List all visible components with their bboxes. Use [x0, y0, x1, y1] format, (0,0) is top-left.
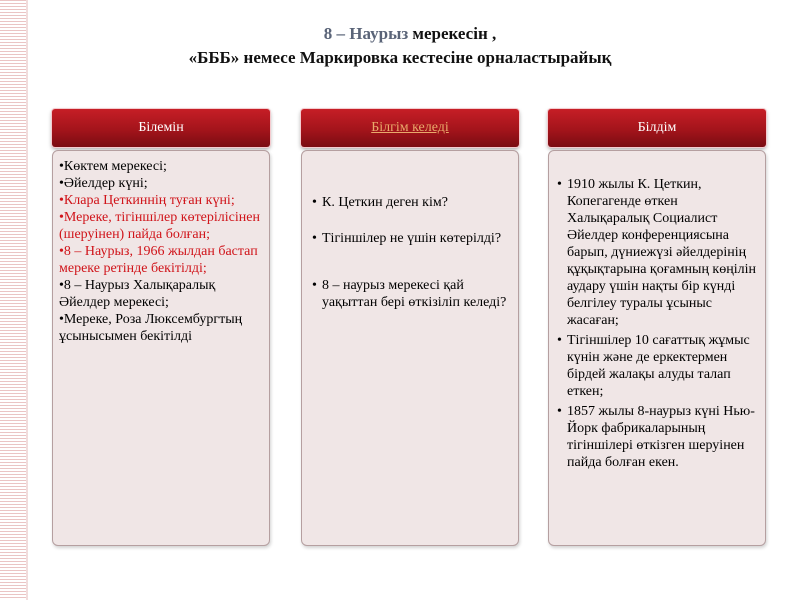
know-item-6: •8 – Наурыз Халықаралық Әйелдер мерекесі;	[59, 278, 216, 310]
know-item-2: •Әйелдер күні;	[59, 176, 148, 191]
learned-item-3: • 1857 жылы 8-наурыз күні Нью-Йорк фабрикаларының тігіншілері өткізген шеруінен пайда болған екен.	[557, 403, 759, 471]
card-learned	[548, 150, 766, 546]
know-item-4: •Мереке, тігіншілер көтерілісінен (шеруінен) пайда болған;	[59, 210, 260, 242]
want-list	[312, 194, 510, 311]
header-want-to-know[interactable]	[301, 109, 519, 147]
header-know-label: Білемін	[138, 120, 184, 135]
title-line-2: «БББ» немесе Маркировка кестесіне орналастырайық	[188, 48, 612, 67]
title-line-1-rest: мерекесін ,	[408, 24, 497, 43]
decorative-left-border-line	[26, 0, 28, 600]
header-learned-label: Білдім	[637, 120, 677, 135]
title-accent: 8 – Наурыз	[323, 24, 409, 43]
know-list	[59, 158, 263, 345]
know-item-7: •Мереке, Роза Люксембургтың ұсынысымен бекітілді	[59, 312, 243, 344]
learned-list	[557, 176, 759, 471]
know-item-5: •8 – Наурыз, 1966 жылдан бастап мереке ретінде бекітілді;	[59, 244, 258, 276]
want-item-1: • К. Цеткин деген кім?	[312, 194, 510, 211]
card-want-to-know	[301, 150, 519, 546]
title-line-1	[0, 22, 800, 46]
learned-item-2: • Тігіншілер 10 сағаттық жұмыс күнін және де еркектермен бірдей жалақы алуды талап еткен;	[557, 332, 759, 400]
header-want-to-know-link[interactable]: Білгім келеді	[371, 120, 449, 135]
card-know	[52, 150, 270, 546]
know-item-1: •Көктем мерекесі;	[59, 159, 167, 174]
slide-title	[0, 22, 800, 70]
know-item-3: •Клара Цеткиннің туған күні;	[59, 193, 235, 208]
want-item-2: • Тігіншілер не үшін көтерілді?	[312, 230, 510, 247]
header-know	[52, 109, 270, 147]
learned-item-1: • 1910 жылы К. Цеткин, Копегагенде өткен Халықаралық Социалист Әйелдер конференциясына барып, дүниежүзі әйелдерінің құқықтарына қоғамның көңілін аудару үшін нақты бір күнді белгілеу туралы ұсыныс жасаған;	[557, 176, 759, 329]
want-item-3: • 8 – наурыз мерекесі қай уақыттан бері өткізіліп келеді?	[312, 277, 510, 311]
decorative-left-border	[0, 0, 26, 600]
header-learned	[548, 109, 766, 147]
